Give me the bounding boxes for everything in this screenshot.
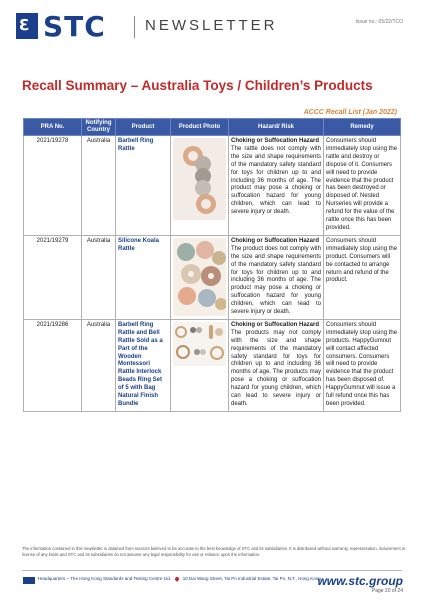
hazard-title: Choking or Suffocation Hazard [231,138,320,144]
logo-mark-glyph: ℇ [19,16,29,34]
notifying-country: Australia [82,136,116,236]
product-photo-cell [171,319,229,411]
hazard-risk [229,319,324,411]
pra-number: 2021/19278 [24,136,82,236]
product-photo-cell [171,136,229,236]
recall-table [23,118,401,412]
headquarters-label: Headquarters – The Hong Kong Standards and Testing Centre Ltd. [38,576,172,581]
header-remedy: Remedy [324,119,401,136]
page-number: Page 20 of 24 [371,588,403,594]
stc-logo-mark [16,13,38,39]
header-notifying-country: Notifying Country [82,119,116,136]
hazard-title: Choking or Suffocation Hazard [231,237,320,244]
header-divider [134,16,135,38]
hazard-description: The products may not comply with the size and shape requirements of the mandatory safety standard for toys for children up to and including 36 months of age. The products may pose a choking or suffocation hazard for young children, which can lead to severe injury or death. [231,329,321,407]
header-hazard-risk: Hazard/ Risk [229,119,324,136]
footer-logo-icon [23,577,35,584]
headquarters-info [38,576,321,581]
product-name: Barbell Ring Rattle [116,136,171,236]
wooden-rattle-set-photo [173,322,226,366]
remedy: Consumers should immediately stop using the products. HappyGumnut will contact affected consumers. Consumers will need to provide evidence that the product has been disposed of. HappyGumnut will issue a full refund once this has been provided. [324,319,401,411]
hazard-description: The product does not comply with the size and shape requirements of the mandatory safety standard for toys for children up to and including 36 months of age. The product may pose a choking or suffocation hazard for young children, which can lead to severe injury or death. [231,245,321,316]
table-header-row [24,119,401,136]
koala-rattle-photo [173,238,226,316]
barbell-rattle-photo [173,138,226,220]
product-name: Silicone Koala Rattle [116,235,171,319]
table-row [24,235,401,319]
recall-list-subtitle: ACCC Recall List (Jan 2022) [303,109,397,116]
pra-number: 2021/19286 [24,319,82,411]
hazard-risk [229,136,324,236]
hazard-title: Choking or Suffocation Hazard [231,321,320,328]
header-product-photo: Product Photo [171,119,229,136]
product-photo-cell [171,235,229,319]
remedy: Consumers should immediately stop using the product. Consumers will be contacted to arrange return and refund of the product. [324,235,401,319]
product-name: Barbell Ring Rattle and Bell Rattle Sold as a Part of the Wooden Montessori Rattle Interlock Beads Ring Set of 5 with Bag Natural Finish Bundle [116,319,171,411]
page-title: Recall Summary – Australia Toys / Children’s Products [22,78,373,93]
hazard-risk [229,235,324,319]
headquarters-address: 10 Dai Wang Street, Tai Po Industrial Estate, Tai Po, N.T., Hong Kong [182,576,321,581]
disclaimer-text: The information contained in this newsletter is obtained from sources believed to be accurate to the best knowledge of STC and its subsidiaries. It is distributed without warranty, representation, inducement or license of any kinds and STC and its subsidiaries do not assume any legal responsibility for use or reliance upon the information. [22,546,406,557]
page-footer [0,571,425,600]
pra-number: 2021/19279 [24,235,82,319]
page-header [0,0,425,52]
remedy: Consumers should immediately stop using the rattle and destroy or dispose of it. Consumers will need to provide evidence that the product has been destroyed or disposed of. Nested Nurseries will provide a refund for the value of the rattle once this has been provided. [324,136,401,236]
table-row [24,319,401,411]
issue-number: Issue no.: 05/22/TCO [355,19,403,25]
header-pra-no: PRA No. [24,119,82,136]
newsletter-label: NEWSLETTER [145,17,278,34]
hazard-description: The rattle does not comply with the size and shape requirements of the mandatory safety standard for toys for children up to and including 36 months of age. The product may pose a choking or suffocation hazard for young children, which can lead to severe injury or death. [231,145,321,216]
header-product: Product [116,119,171,136]
stc-logo [16,10,126,43]
table-row [24,136,401,236]
logo-text: STC [43,10,106,43]
notifying-country: Australia [82,319,116,411]
location-pin-icon [175,576,181,582]
notifying-country: Australia [82,235,116,319]
website-link[interactable]: www.stc.group [317,574,403,588]
